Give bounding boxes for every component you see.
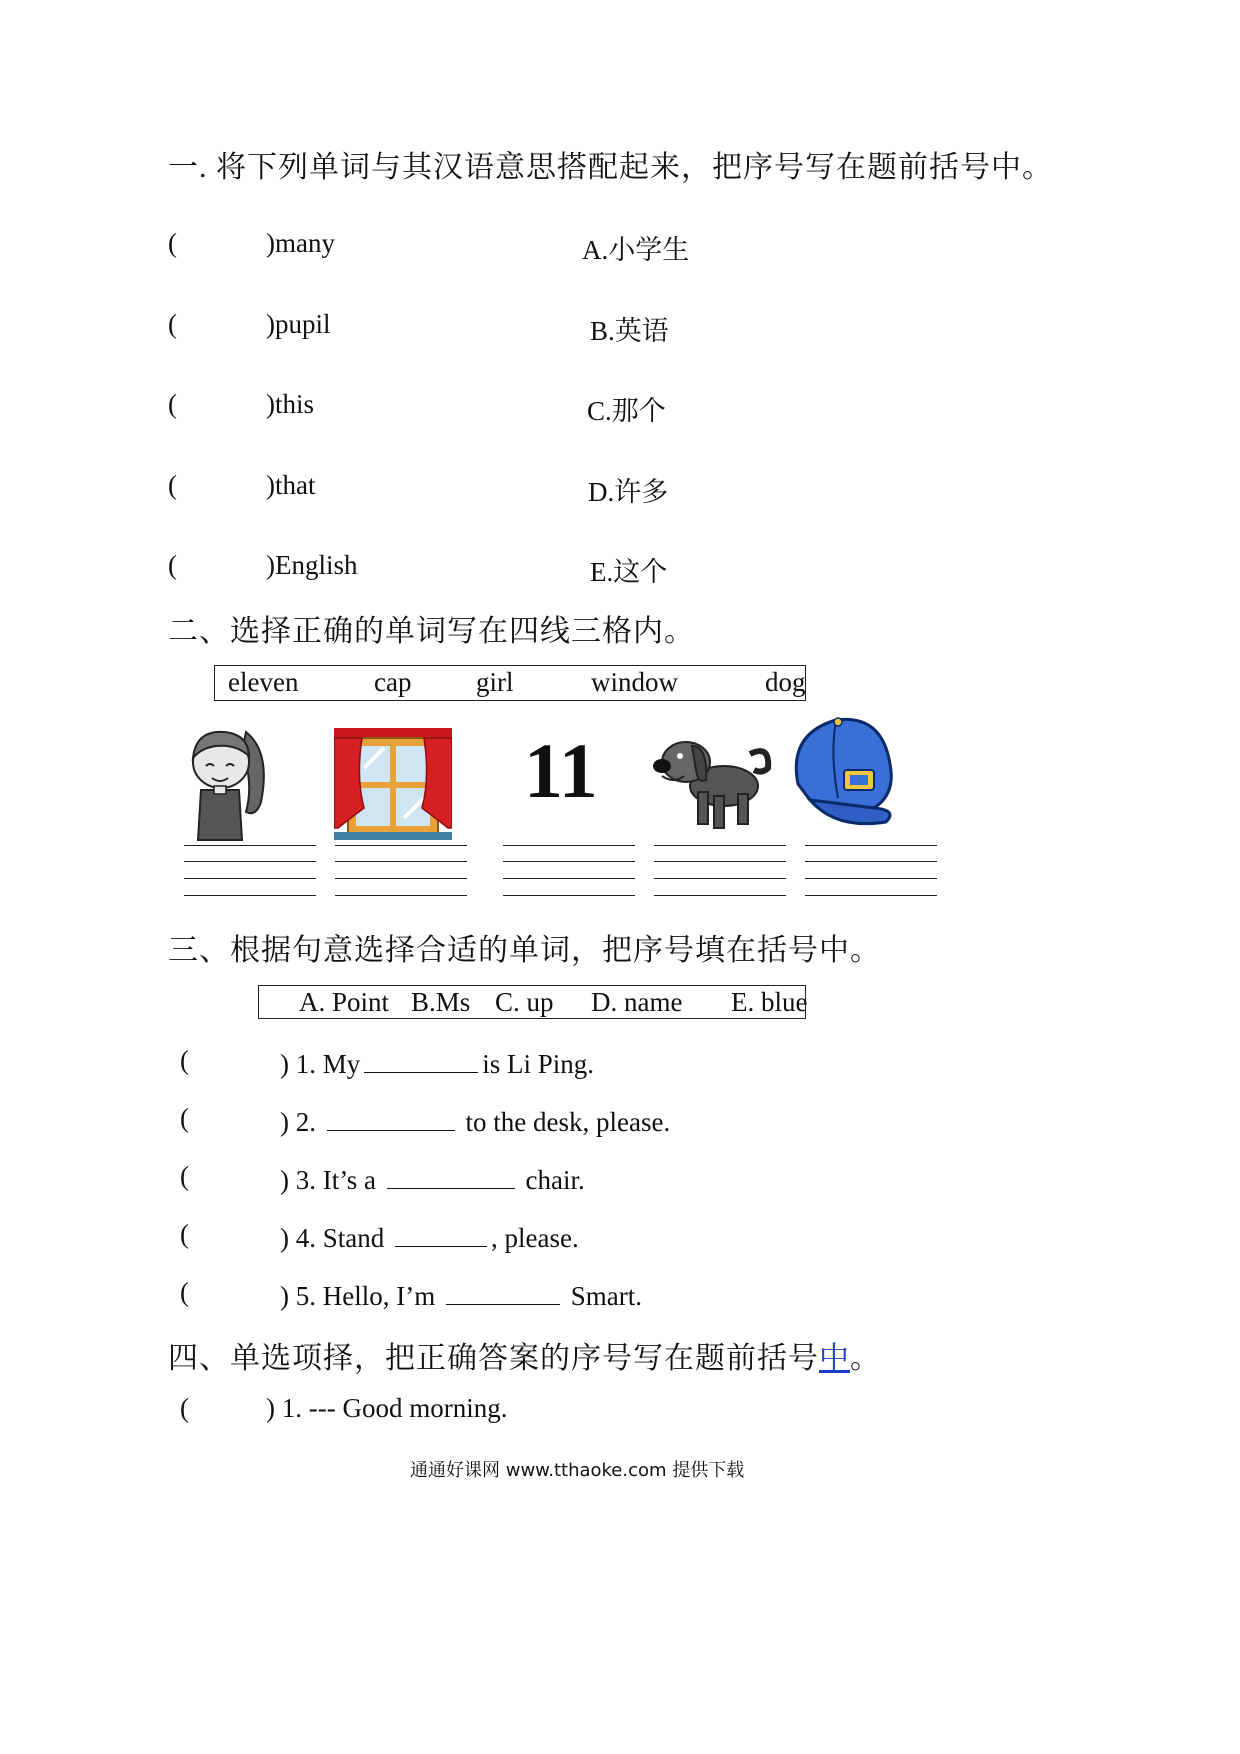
- answer-paren[interactable]: (: [168, 550, 177, 580]
- question-text: [280, 1277, 642, 1312]
- answer-paren[interactable]: (: [180, 1045, 189, 1075]
- question-end: , please.: [491, 1223, 579, 1253]
- option-item: A. Point: [299, 987, 390, 1017]
- window-picture: [334, 728, 452, 842]
- girl-picture: [176, 722, 276, 842]
- word-bank-box: [214, 665, 806, 701]
- word-option: eleven: [228, 667, 299, 697]
- question-text: [280, 1219, 579, 1254]
- number-eleven-picture: 11: [524, 727, 598, 814]
- answer-paren[interactable]: (: [180, 1161, 189, 1191]
- question-start: ) 3. It’s a: [280, 1165, 376, 1195]
- footer-text: 通通好课网 www.tthaoke.com 提供下载: [410, 1460, 745, 1481]
- english-word: )many: [266, 228, 335, 258]
- english-word: )pupil: [266, 309, 331, 339]
- answer-paren[interactable]: (: [180, 1393, 189, 1423]
- options-box: [258, 985, 806, 1019]
- answer-paren[interactable]: (: [180, 1219, 189, 1249]
- question-end: is Li Ping.: [482, 1049, 595, 1079]
- question-text: [280, 1103, 670, 1138]
- answer-paren[interactable]: (: [180, 1277, 189, 1307]
- word-option: window: [591, 667, 678, 697]
- option-item: B.Ms: [411, 987, 471, 1017]
- question-end: chair.: [525, 1165, 585, 1195]
- chinese-meaning: C.那个: [587, 396, 666, 426]
- word-option: dog: [765, 667, 806, 697]
- answer-blank[interactable]: [364, 1045, 478, 1073]
- option-item: C. up: [495, 987, 554, 1017]
- section2-heading: 二、选择正确的单词写在四线三格内。: [168, 615, 695, 648]
- cap-picture: [786, 714, 900, 832]
- question-end: to the desk, please.: [465, 1107, 671, 1137]
- english-word: )English: [266, 550, 358, 580]
- section1-heading: 一. 将下列单词与其汉语意思搭配起来，把序号写在题前括号中。: [168, 151, 1053, 184]
- answer-paren[interactable]: (: [180, 1103, 189, 1133]
- question-end: Smart.: [570, 1281, 642, 1311]
- question-text: [280, 1045, 594, 1080]
- dog-icon: [652, 724, 774, 834]
- option-item: D. name: [591, 987, 683, 1017]
- answer-blank[interactable]: [387, 1161, 515, 1189]
- dog-picture: [652, 724, 774, 834]
- chinese-meaning: B.英语: [590, 316, 669, 346]
- question-start: ) 1. My: [280, 1049, 361, 1079]
- answer-paren[interactable]: (: [168, 228, 177, 258]
- word-option: cap: [374, 667, 412, 697]
- section4-heading-link[interactable]: 中: [819, 1342, 850, 1375]
- answer-paren[interactable]: (: [168, 309, 177, 339]
- cap-icon: [786, 714, 900, 832]
- question-start: ) 5. Hello, I’m: [280, 1281, 436, 1311]
- section3-heading: 三、根据句意选择合适的单词，把序号填在括号中。: [168, 934, 881, 967]
- word-option: girl: [476, 667, 514, 697]
- window-icon: [334, 728, 452, 842]
- chinese-meaning: E.这个: [590, 557, 668, 587]
- girl-icon: [176, 722, 276, 842]
- question-text: [280, 1161, 585, 1196]
- section4-heading-text: 四、单选项择，把正确答案的序号写在题前括号: [168, 1342, 819, 1375]
- option-item: E. blue: [731, 987, 808, 1017]
- question-start: ) 2.: [280, 1107, 316, 1137]
- answer-blank[interactable]: [395, 1219, 487, 1247]
- chinese-meaning: A.小学生: [582, 235, 690, 265]
- question-start: ) 4. Stand: [280, 1223, 385, 1253]
- answer-blank[interactable]: [446, 1277, 560, 1305]
- chinese-meaning: D.许多: [588, 477, 669, 507]
- section4-heading: [168, 1333, 881, 1377]
- answer-paren[interactable]: (: [168, 470, 177, 500]
- answer-paren[interactable]: (: [168, 389, 177, 419]
- answer-blank[interactable]: [327, 1103, 455, 1131]
- question-text: ) 1. --- Good morning.: [266, 1393, 508, 1423]
- section4-heading-end: 。: [850, 1342, 881, 1375]
- english-word: )that: [266, 470, 316, 500]
- english-word: )this: [266, 389, 315, 419]
